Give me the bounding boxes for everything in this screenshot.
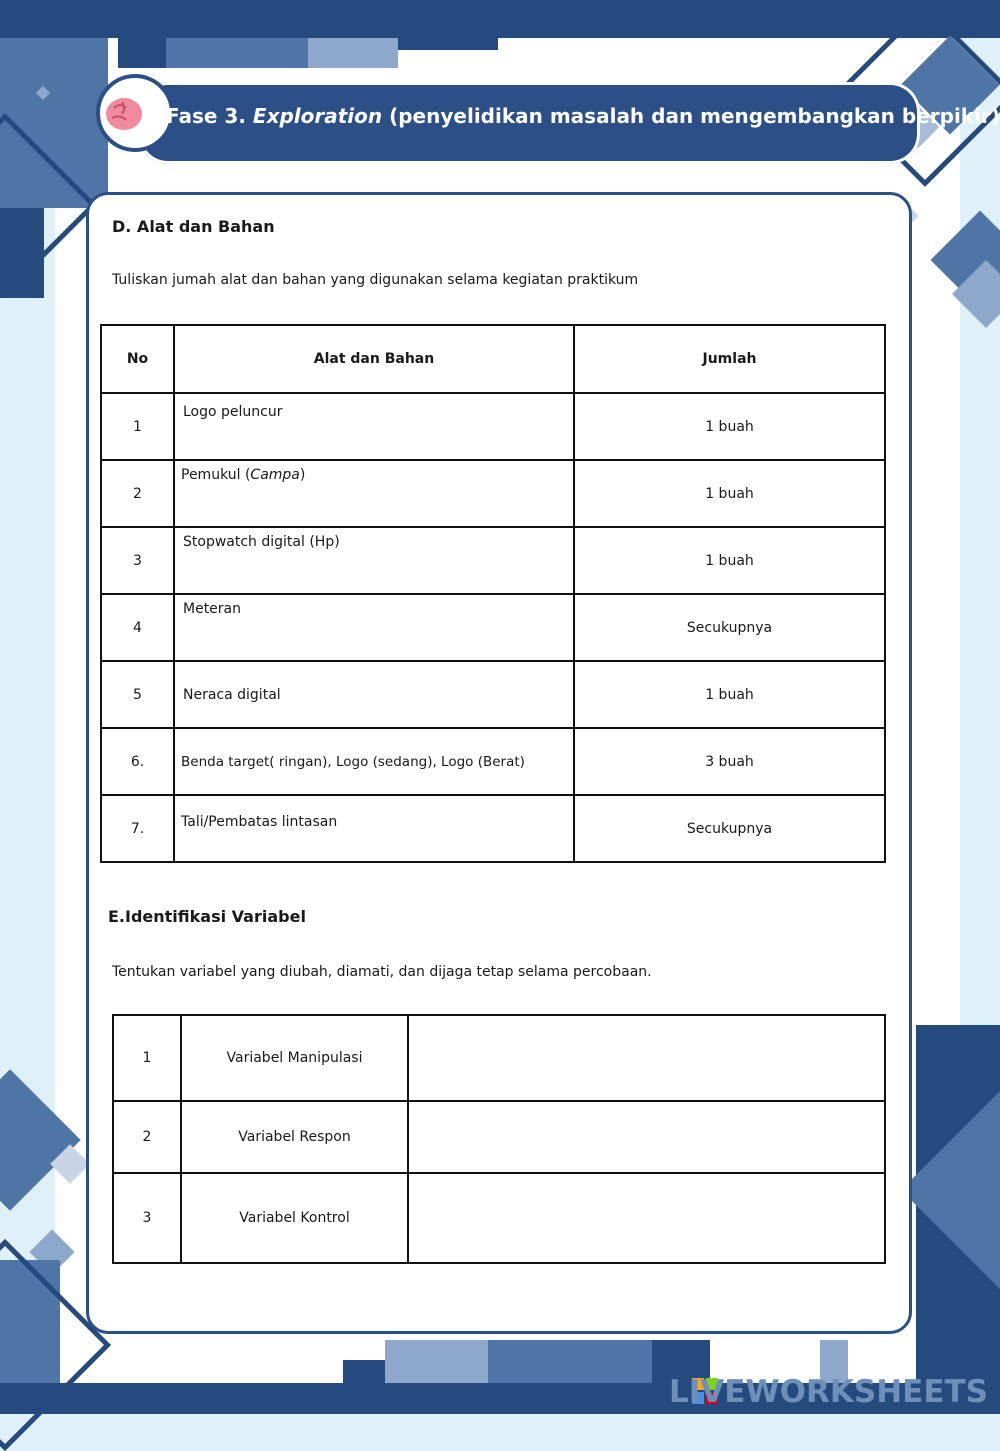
row-item: Logo peluncur [174,393,574,460]
row-qty: 1 buah [574,661,885,728]
title-emphasis: Exploration [252,104,383,128]
section-e-instruction: Tentukan variabel yang diubah, diamati, dan dijaga tetap selama percobaan. [112,964,652,980]
row-no: 4 [101,594,174,661]
title-prefix: Fase 3. [166,104,253,128]
row-no: 2 [113,1101,181,1173]
table-row [113,1015,885,1101]
row-qty: 1 buah [574,393,885,460]
row-item: Stopwatch digital (Hp) [174,527,574,594]
row-item: Benda target( ringan), Logo (sedang), Logo (Berat) [174,728,574,795]
answer-field-kontrol[interactable] [408,1173,885,1263]
answer-field-manipulasi[interactable] [408,1015,885,1101]
column-header-item: Alat dan Bahan [174,325,574,393]
row-no: 7. [101,795,174,862]
row-item-suffix: ) [299,467,306,483]
row-no: 6. [101,728,174,795]
top-strip-2 [166,38,308,68]
table-row [101,594,885,661]
row-no: 3 [113,1173,181,1263]
row-qty: Secukupnya [574,594,885,661]
row-no: 1 [101,393,174,460]
row-no: 2 [101,460,174,527]
top-decor-bar [0,0,1000,38]
row-item: Neraca digital [174,661,574,728]
title-suffix: (penyelidikan masalah dan mengembangkan berpikir) [382,104,1000,128]
row-qty: Secukupnya [574,795,885,862]
brain-icon [96,74,174,152]
row-no: 1 [113,1015,181,1101]
watermark: LIVEWORKSHEETS [669,1374,988,1410]
bottom-strip-1 [343,1360,385,1383]
table-row [101,393,885,460]
row-no: 5 [101,661,174,728]
top-strip-3 [308,38,398,68]
table-row [113,1173,885,1263]
row-qty: 1 buah [574,460,885,527]
row-variable-name: Variabel Manipulasi [181,1015,408,1101]
section-e-title: E.Identifikasi Variabel [108,907,306,926]
row-variable-name: Variabel Respon [181,1101,408,1173]
row-item: Meteran [174,594,574,661]
top-strip-4 [398,38,498,50]
right-margin [960,38,1000,1028]
page-title [166,104,1000,128]
row-item-emphasis: Campa [250,467,300,483]
top-strip-1 [118,38,166,68]
row-item-prefix: Pemukul ( [181,467,251,483]
table-row [101,795,885,862]
row-variable-name: Variabel Kontrol [181,1173,408,1263]
bottom-strip-2 [385,1340,488,1383]
answer-field-respon[interactable] [408,1101,885,1173]
variables-table [112,1014,886,1264]
column-header-qty: Jumlah [574,325,885,393]
row-item: Tali/Pembatas lintasan [174,795,574,862]
bottom-strip-3 [488,1340,652,1383]
row-qty: 1 buah [574,527,885,594]
table-header-row [101,325,885,393]
table-row [113,1101,885,1173]
table-row [101,460,885,527]
row-qty: 3 buah [574,728,885,795]
section-d-title: D. Alat dan Bahan [112,217,275,236]
row-item [174,460,574,527]
table-row [101,661,885,728]
table-row [101,728,885,795]
section-d-instruction: Tuliskan jumah alat dan bahan yang digunakan selama kegiatan praktikum [112,272,639,288]
tools-materials-table [100,324,886,863]
table-row [101,527,885,594]
column-header-no: No [101,325,174,393]
row-no: 3 [101,527,174,594]
